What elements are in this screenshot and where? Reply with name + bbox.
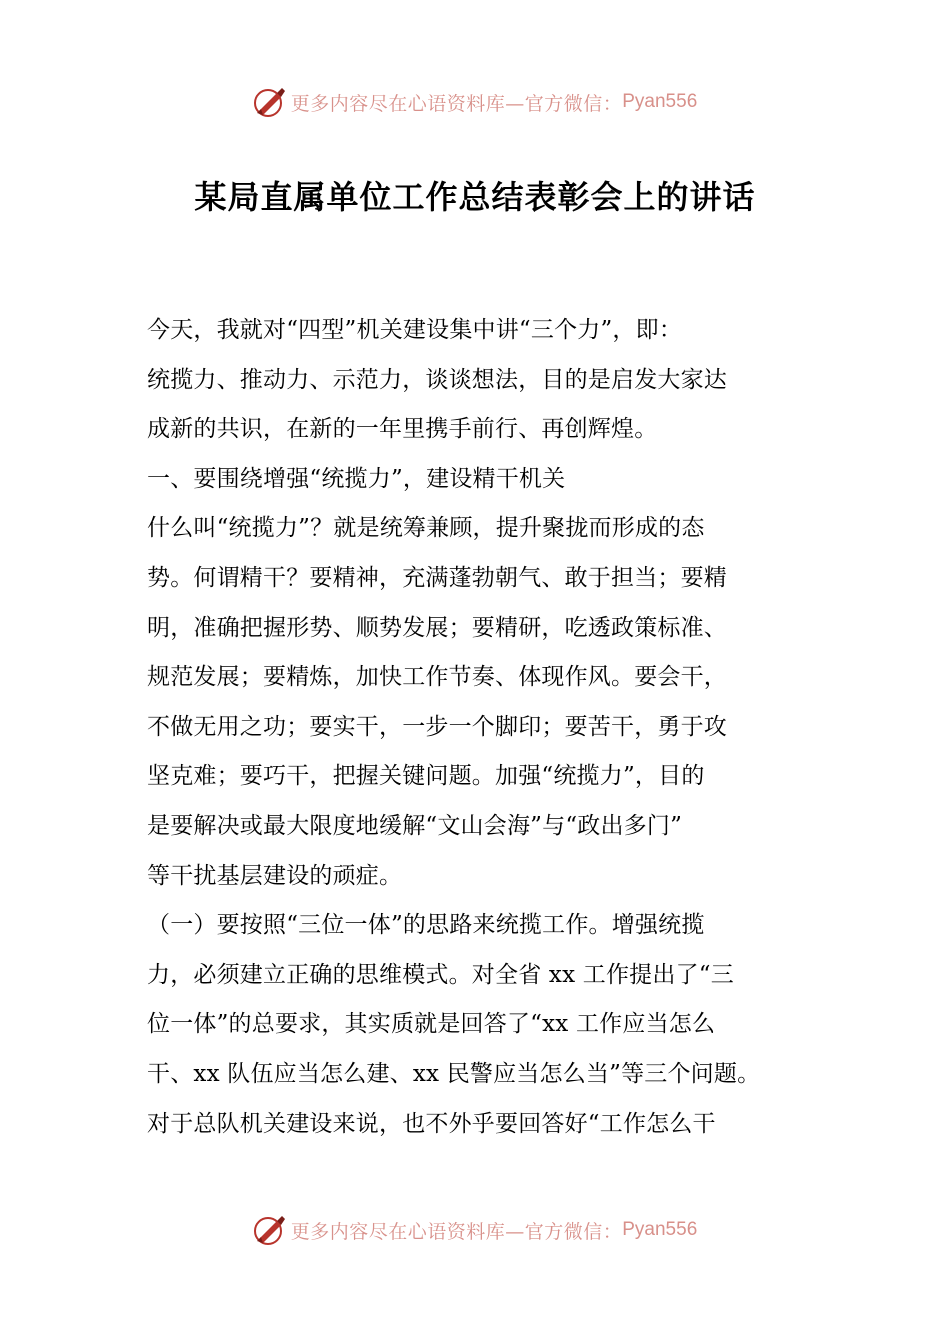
body-line: 坚克难；要巧干，把握关键问题。加强“统揽力”，目的 — [147, 763, 705, 790]
body-line: 成新的共识，在新的一年里携手前行、再创辉煌。 — [147, 416, 658, 443]
watermark-wechat-id: Pyan556 — [622, 91, 698, 112]
body-line: 位一体”的总要求，其实质就是回答了“xx 工作应当怎么 — [147, 1011, 716, 1038]
body-line: 规范发展；要精炼，加快工作节奏、体现作风。要会干， — [147, 664, 727, 691]
watermark-text: 更多内容尽在心语资料库—官方微信： — [290, 1220, 623, 1243]
body-line: 力，必须建立正确的思维模式。对全省 xx 工作提出了“三 — [147, 961, 734, 988]
body-line: 今天，我就对“四型”机关建设集中讲“三个力”，即： — [147, 317, 683, 343]
body-line: 势。何谓精干？要精神，充满蓬勃朝气、敢于担当；要精 — [147, 564, 727, 591]
pen-logo-icon — [253, 85, 287, 119]
body-line: 等干扰基层建设的顽症。 — [147, 862, 403, 889]
section-heading: 一、要围绕增强“统揽力”，建设精干机关 — [147, 465, 566, 492]
watermark-text: 更多内容尽在心语资料库—官方微信： — [290, 92, 623, 115]
body-line: 是要解决或最大限度地缓解“文山会海”与“政出多门” — [147, 812, 683, 839]
body-line: 统揽力、推动力、示范力，谈谈想法，目的是启发大家达 — [147, 366, 727, 393]
body-line: 明，准确把握形势、顺势发展；要精研，吃透政策标准、 — [147, 614, 727, 641]
document-body — [147, 306, 817, 1149]
footer-watermark — [0, 1210, 950, 1250]
document-title: 某局直属单位工作总结表彰会上的讲话 — [194, 178, 756, 216]
pen-logo-icon — [253, 1213, 287, 1247]
subsection-heading: （一）要按照“三位一体”的思路来统揽工作。增强统揽 — [147, 912, 705, 939]
body-line: 对于总队机关建设来说，也不外乎要回答好“工作怎么干 — [147, 1110, 716, 1137]
body-line: 干、xx 队伍应当怎么建、xx 民警应当怎么当”等三个问题。 — [147, 1060, 761, 1087]
body-line: 什么叫“统揽力”？就是统筹兼顾，提升聚拢而形成的态 — [147, 515, 705, 542]
watermark-wechat-id: Pyan556 — [622, 1219, 698, 1240]
body-line: 不做无用之功；要实干，一步一个脚印；要苦干，勇于攻 — [147, 713, 727, 740]
header-watermark — [0, 82, 950, 122]
